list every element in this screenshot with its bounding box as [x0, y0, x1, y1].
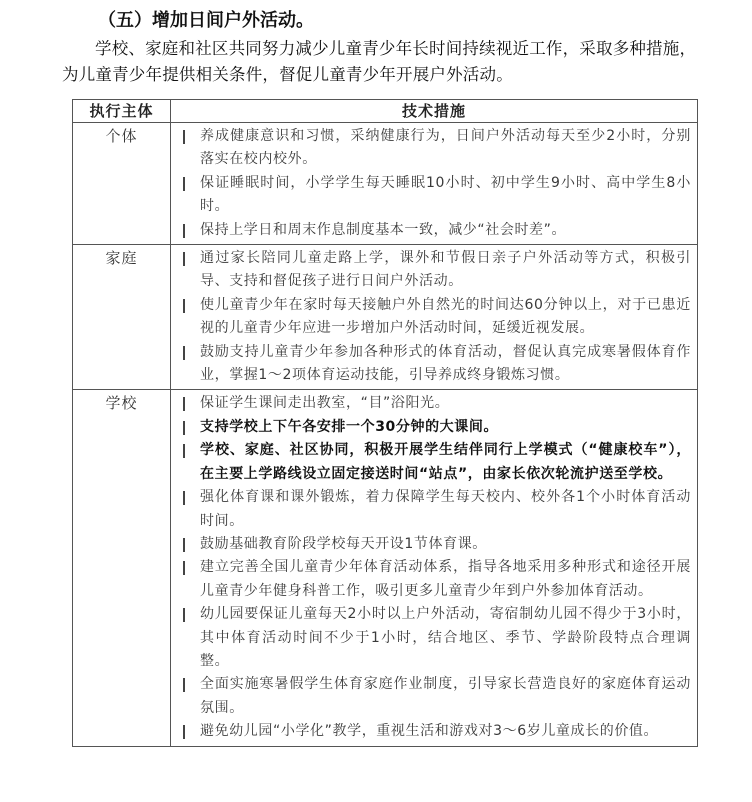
measure-item: 保证学生课间走出教室，“目”浴阳光。 — [181, 392, 691, 415]
header-measures: 技术措施 — [171, 100, 698, 123]
measures-table — [72, 99, 698, 747]
measures-cell — [171, 123, 698, 245]
table-header-row — [73, 100, 698, 123]
header-subject: 执行主体 — [73, 100, 171, 123]
measures-cell — [171, 245, 698, 390]
measure-item: 强化体育课和课外锻炼，着力保障学生每天校内、校外各1个小时体育活动时间。 — [181, 486, 691, 533]
measure-item: 支持学校上下午各安排一个30分钟的大课间。 — [181, 416, 691, 439]
measure-item: 养成健康意识和习惯，采纳健康行为，日间户外活动每天至少2小时，分别落实在校内校外。 — [181, 125, 691, 172]
measure-item: 建立完善全国儿童青少年体育活动体系，指导各地采用多种形式和途径开展儿童青少年健身科普工作，吸引更多儿童青少年到户外参加体育活动。 — [181, 556, 691, 603]
measure-item: 通过家长陪同儿童走路上学，课外和节假日亲子户外活动等方式，积极引导、支持和督促孩子进行日间户外活动。 — [181, 247, 691, 294]
table-row-family — [73, 245, 698, 390]
section-heading: （五）增加日间户外活动。 — [98, 10, 314, 31]
subject-cell: 个体 — [73, 123, 171, 245]
measure-item: 学校、家庭、社区协同，积极开展学生结伴同行上学模式（“健康校车”），在主要上学路线设立固定接送时间“站点”，由家长依次轮流护送至学校。 — [181, 439, 691, 486]
measures-cell — [171, 390, 698, 746]
measure-item: 保证睡眠时间，小学学生每天睡眠10小时、初中学生9小时、高中学生8小时。 — [181, 172, 691, 219]
measure-item: 避免幼儿园“小学化”教学，重视生活和游戏对3～6岁儿童成长的价值。 — [181, 720, 691, 743]
measure-item: 鼓励基础教育阶段学校每天开设1节体育课。 — [181, 533, 691, 556]
measure-item: 保持上学日和周末作息制度基本一致，减少“社会时差”。 — [181, 219, 691, 242]
measure-list — [181, 392, 691, 743]
section-intro: 学校、家庭和社区共同努力减少儿童青少年长时间持续视近工作，采取多种措施，为儿童青少年提供相关条件，督促儿童青少年开展户外活动。 — [62, 39, 697, 84]
measure-item: 使儿童青少年在家时每天接触户外自然光的时间达60分钟以上，对于已患近视的儿童青少年应进一步增加户外活动时间，延缓近视发展。 — [181, 294, 691, 341]
measure-item: 全面实施寒暑假学生体育家庭作业制度，引导家长营造良好的家庭体育运动氛围。 — [181, 673, 691, 720]
measure-list — [181, 247, 691, 387]
measure-item: 幼儿园要保证儿童每天2小时以上户外活动，寄宿制幼儿园不得少于3小时，其中体育活动时间不少于1小时，结合地区、季节、学龄阶段特点合理调整。 — [181, 603, 691, 673]
subject-cell: 学校 — [73, 390, 171, 746]
measure-list — [181, 125, 691, 242]
table-row-school — [73, 390, 698, 746]
subject-cell: 家庭 — [73, 245, 171, 390]
measure-item: 鼓励支持儿童青少年参加各种形式的体育活动，督促认真完成寒暑假体育作业，掌握1～2项体育运动技能，引导养成终身锻炼习惯。 — [181, 341, 691, 388]
table-row-individual — [73, 123, 698, 245]
